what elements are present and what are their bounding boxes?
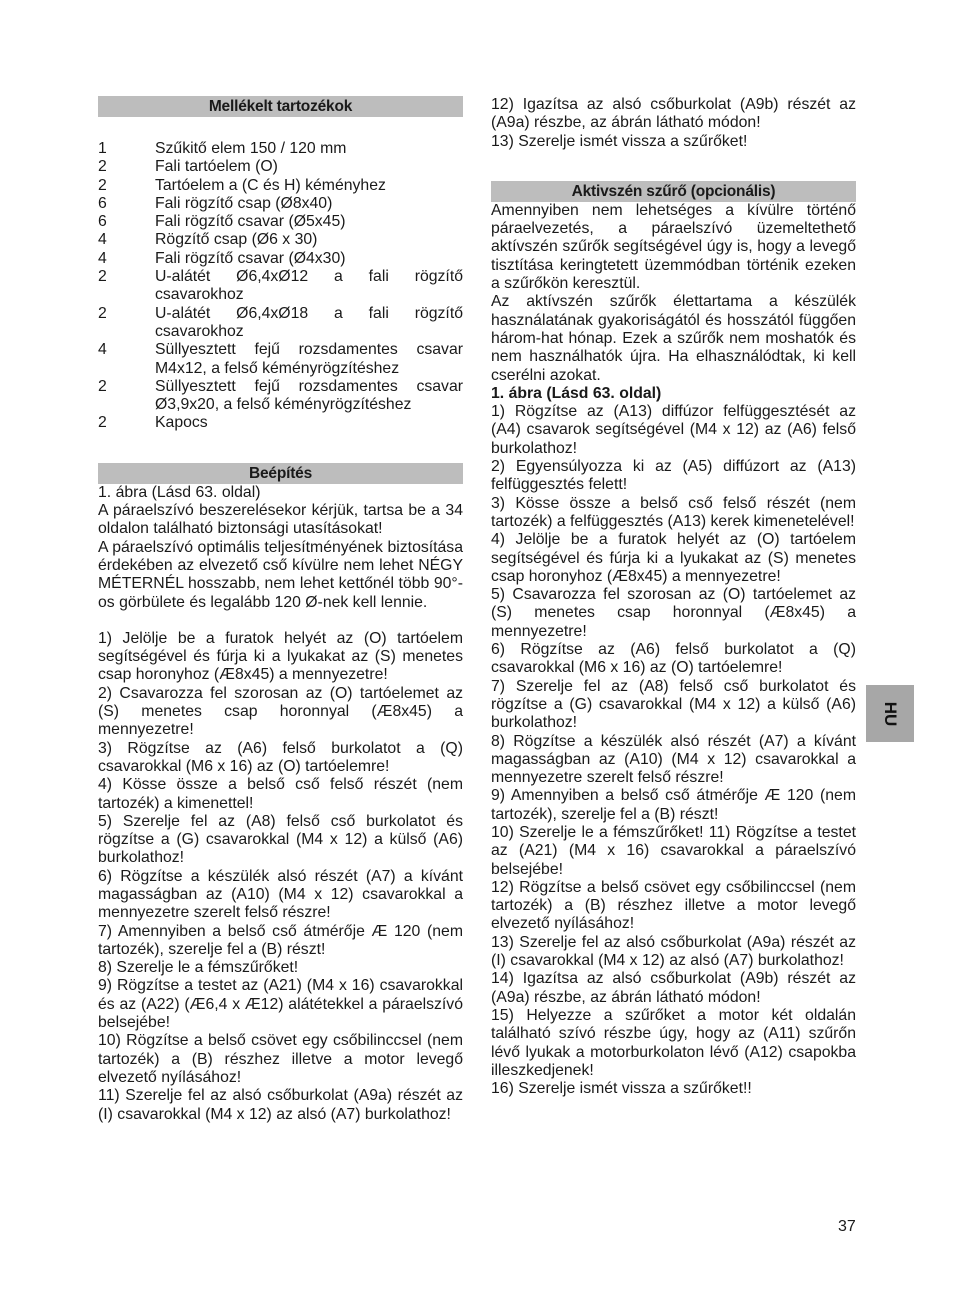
accessory-row <box>98 158 463 176</box>
safety-note: A páraelszívó beszerelésekor kérjük, tartsa be a 34 oldalon található biztonsági utasításokat! <box>98 502 463 538</box>
accessory-quantity: 4 <box>98 249 107 267</box>
accessory-description: U-alátét Ø6,4xØ18 a fali rögzítő csavarokhoz <box>155 304 463 340</box>
left-column <box>98 96 463 1124</box>
carbon-step: 13) Szerelje fel az alsó csőburkolat (A9a) részét az (I) csavarokkal (M4 x 12) az alsó (A7) burkolathoz! <box>491 933 856 970</box>
carbon-step: 8) Rögzítse a készülék alsó részét (A7) a kívánt magasságban az (A10) (M4 x 12) csavarokkal a mennyezetre szerelt felső részre! <box>491 732 856 787</box>
accessory-row <box>98 305 463 342</box>
carbon-filter-steps <box>491 403 856 1098</box>
accessory-description: Fali tartóelem (O) <box>155 158 278 176</box>
carbon-filter-intro <box>491 202 856 385</box>
installation-heading: Beépítés <box>98 463 463 484</box>
accessory-row <box>98 231 463 249</box>
accessory-row <box>98 268 463 305</box>
carbon-step: 12) Rögzítse a belső csövet egy csőbilinccsel (nem tartozék) a (B) részhez illetve a motor levegő elvezető nyílásához! <box>491 878 856 933</box>
carbon-step: 1) Rögzítse az (A13) diffúzor felfüggesztését az (A4) csavarok segítségével (M4 x 12) az (A6) felső burkolathoz! <box>491 403 856 457</box>
accessory-description: Fali rögzítő csavar (Ø4x30) <box>155 249 346 267</box>
accessory-quantity: 6 <box>98 213 107 231</box>
accessory-description: U-alátét Ø6,4xØ12 a fali rögzítő csavarokhoz <box>155 268 463 304</box>
accessory-row <box>98 250 463 268</box>
carbon-step: 4) Jelölje be a furatok helyét az (O) tartóelem segítségével és fúrja ki a lyukakat az (S) menetes csap horonyhoz (Æ8x45) a mennyezetre! <box>491 531 856 585</box>
install-step: 1) Jelölje be a furatok helyét az (O) tartóelem segítségével és fúrja ki a lyukakat az (S) menetes csap horonyhoz (Æ8x45) a mennyezetre! <box>98 629 463 684</box>
carbon-step: 14) Igazítsa az alsó csőburkolat (A9b) részét az (A9a) részbe, az ábrán látható módon! <box>491 970 856 1006</box>
accessory-description: Fali rögzítő csap (Ø8x40) <box>155 194 333 212</box>
accessory-row <box>98 378 463 415</box>
carbon-step: 2) Egyensúlyozza ki az (A5) diffúzort az (A13) felfüggesztés felett! <box>491 458 856 494</box>
accessories-heading: Mellékelt tartozékok <box>98 96 463 117</box>
accessory-quantity: 2 <box>98 377 107 395</box>
accessory-description: Szűkitő elem 150 / 120 mm <box>155 140 347 157</box>
language-tab <box>866 685 914 742</box>
spacer <box>491 151 856 181</box>
install-step: 2) Csavarozza fel szorosan az (O) tartóelemet az (S) menetes csap horonnyal (Æ8x45) a mennyezetre! <box>98 684 463 739</box>
page-number: 37 <box>838 1218 856 1235</box>
install-step: 10) Rögzítse a belső csövet egy csőbilinccsel (nem tartozék) a (B) részhez illetve a motor levegő elvezető nyílásához! <box>98 1032 463 1086</box>
install-step: 7) Amennyiben a belső cső átmérője Æ 120 (nem tartozék), szerelje fel a (B) részt! <box>98 922 463 958</box>
install-step: 6) Rögzítse a készülék alsó részét (A7) a kívánt magasságban az (A10) (M4 x 12) csavarokkal a mennyezetre szerelt felső részre! <box>98 867 463 922</box>
language-code: HU <box>881 701 901 726</box>
accessory-description: Süllyesztett fejű rozsdamentes csavar M4x12, a felső kéményrögzítéshez <box>155 341 463 377</box>
spacer <box>98 612 463 630</box>
install-step: 12) Igazítsa az alsó csőburkolat (A9b) részét az (A9a) részbe, az ábrán látható módon! <box>491 96 856 132</box>
accessory-quantity: 2 <box>98 304 107 322</box>
install-step: 5) Szerelje fel az (A8) felső cső burkolatot és rögzítse a (G) csavarokkal (M4 x 12) a külső (A6) burkolathoz! <box>98 812 463 867</box>
accessory-row <box>98 195 463 213</box>
install-step: 9) Rögzítse a testet az (A21) (M4 x 16) csavarokkal és az (A22) (Æ6,4 x Æ12) alátétekkel a páraelszívó belsejébe! <box>98 977 463 1032</box>
accessory-quantity: 2 <box>98 414 107 432</box>
spacer <box>98 117 463 140</box>
carbon-intro-paragraph: Az aktívszén szűrők élettartama a készülék használatának gyakoriságától és hosszától függően három-hat hónap. Ezek a szűrők nem moshatók és nem használhatók újra. Ha elhasználódtak, ki kell cserélni azokat. <box>491 293 856 384</box>
accessory-description: Fali rögzítő csavar (Ø5x45) <box>155 213 346 231</box>
accessory-quantity: 1 <box>98 140 107 157</box>
carbon-step: 3) Kösse össze a belső cső felső részét (nem tartozék) a felfüggesztés (A13) kerek kimenetelével! <box>491 494 856 530</box>
accessory-row <box>98 414 463 432</box>
installation-steps <box>98 630 463 1124</box>
carbon-filter-heading: Aktivszén szűrő (opcionális) <box>491 181 856 202</box>
duct-requirements: A páraelszívó optimális teljesítményének biztosítása érdekében az elvezető cső kívülre nem lehet NÉGY MÉTERNÉL hosszabb, nem lehet kettőnél több 90°-os görbülete és legalább 120 Ø-nek kell lennie. <box>98 538 463 611</box>
accessory-quantity: 4 <box>98 341 107 359</box>
accessory-description: Kapocs <box>155 414 208 432</box>
accessory-row <box>98 213 463 231</box>
accessory-row <box>98 177 463 195</box>
figure-reference: 1. ábra (Lásd 63. oldal) <box>98 483 261 501</box>
accessory-quantity: 6 <box>98 194 107 212</box>
carbon-step: 16) Szerelje ismét vissza a szűrőket!! <box>491 1080 752 1098</box>
install-step: 13) Szerelje ismét vissza a szűrőket! <box>491 132 748 150</box>
accessory-row <box>98 341 463 378</box>
accessory-quantity: 4 <box>98 231 107 249</box>
accessory-description: Rögzítő csap (Ø6 x 30) <box>155 231 318 249</box>
accessory-row <box>98 140 463 158</box>
carbon-step: 6) Rögzítse az (A6) felső burkolatot a (Q) csavarokkal (M6 x 16) az (O) tartóelemre! <box>491 641 856 677</box>
carbon-intro-paragraph: Amennyiben nem lehetséges a kívülre történő páraelvezetés, a páraelszívó üzemeltethető aktívszén szűrők segítségével úgy is, hogy a levegő tisztítása keringtetett üzemmódban történik ezeken a szűrőkön keresztül. <box>491 201 856 293</box>
install-step: 11) Szerelje fel az alsó csőburkolat (A9a) részét az (I) csavarokkal (M4 x 12) az alsó (A7) burkolathoz! <box>98 1087 463 1123</box>
accessory-quantity: 2 <box>98 176 107 194</box>
install-step: 8) Szerelje le a fémszűrőket! <box>98 959 299 977</box>
spacer <box>98 433 463 463</box>
install-step: 4) Kösse össze a belső cső felső részét (nem tartozék) a kimenettel! <box>98 776 463 812</box>
carbon-step: 9) Amennyiben a belső cső átmérője Æ 120 (nem tartozék), szerelje fel a (B) részt! <box>491 787 856 823</box>
figure-reference: 1. ábra (Lásd 63. oldal) <box>491 384 662 402</box>
accessories-list <box>98 140 463 433</box>
installation-intro <box>98 484 463 612</box>
install-step: 3) Rögzítse az (A6) felső burkolatot a (Q) csavarokkal (M6 x 16) az (O) tartóelemre! <box>98 739 463 775</box>
accessory-quantity: 2 <box>98 158 107 176</box>
accessory-description: Tartóelem a (C és H) kéményhez <box>155 176 386 194</box>
accessory-quantity: 2 <box>98 268 107 286</box>
carbon-step: 10) Szerelje le a fémszűrőket! 11) Rögzítse a testet az (A21) (M4 x 16) csavarokkal a páraelszívó belsejébe! <box>491 823 856 878</box>
carbon-step: 15) Helyezze a szűrőket a motor két oldalán található szívó részbe úgy, hogy az (A11) szűrőn lévő lyukak a motorburkolaton lévő (A12) csapokba illeszkedjenek! <box>491 1006 856 1079</box>
carbon-step: 5) Csavarozza fel szorosan az (O) tartóelemet az (S) menetes csap horonnyal (Æ8x45) a mennyezetre! <box>491 586 856 640</box>
carbon-step: 7) Szerelje fel az (A8) felső cső burkolatot és rögzítse a (G) csavarokkal (M4 x 12) a külső (A6) burkolathoz! <box>491 677 856 732</box>
right-column <box>491 96 856 1098</box>
accessory-description: Süllyesztett fejű rozsdamentes csavar Ø3,9x20, a felső kéményrögzítéshez <box>155 377 463 414</box>
